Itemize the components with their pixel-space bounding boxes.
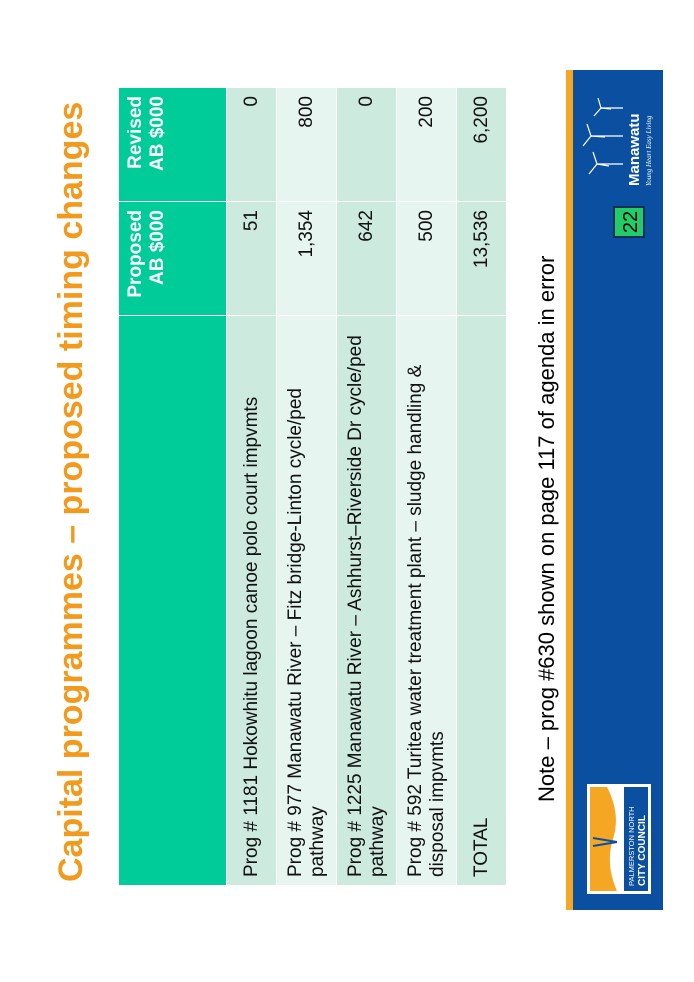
row-description: Prog # 592 Turitea water treatment plant – sludge handling & disposal impvmts bbox=[397, 316, 457, 886]
council-logo bbox=[587, 784, 651, 894]
row-proposed: 642 bbox=[337, 202, 397, 316]
header-proposed: Proposed AB $000 bbox=[119, 202, 227, 316]
row-proposed: 13,536 bbox=[457, 202, 507, 316]
row-proposed: 500 bbox=[397, 202, 457, 316]
brand-tagline: Young Heart Easy Living bbox=[645, 115, 653, 186]
council-logo-line1: PALMERSTON NORTH bbox=[627, 806, 636, 886]
table-row bbox=[397, 88, 457, 886]
manawatu-brand-logo bbox=[579, 76, 659, 194]
row-revised: 200 bbox=[397, 88, 457, 202]
header-revised: Revised AB $000 bbox=[119, 88, 227, 202]
row-description: Prog # 1181 Hokowhitu lagoon canoe polo court impvmts bbox=[227, 316, 277, 886]
table-row bbox=[227, 88, 277, 886]
row-revised: 6,200 bbox=[457, 88, 507, 202]
agenda-note: Note – prog #630 shown on page 117 of agenda in error bbox=[534, 255, 559, 802]
table-row bbox=[277, 88, 337, 886]
row-revised: 0 bbox=[337, 88, 397, 202]
table-row-total bbox=[457, 88, 507, 886]
row-revised: 0 bbox=[227, 88, 277, 202]
row-proposed: 1,354 bbox=[277, 202, 337, 316]
row-description: Prog # 977 Manawatu River – Fitz bridge-Linton cycle/ped pathway bbox=[277, 316, 337, 886]
capital-programmes-table bbox=[118, 87, 507, 886]
header-description bbox=[119, 316, 227, 886]
footer-accent-line bbox=[566, 70, 573, 910]
brand-name: Manawatu bbox=[626, 113, 643, 186]
page-number: 22 bbox=[613, 206, 645, 238]
council-logo-line2: CITY COUNCIL bbox=[637, 815, 648, 886]
row-revised: 800 bbox=[277, 88, 337, 202]
row-description: Prog # 1225 Manawatu River – Ashhurst–Riverside Dr cycle/ped pathway bbox=[337, 316, 397, 886]
table-row bbox=[337, 88, 397, 886]
wind-turbine-icon bbox=[583, 98, 623, 174]
slide-title: Capital programmes – proposed timing changes bbox=[52, 101, 90, 882]
row-proposed: 51 bbox=[227, 202, 277, 316]
footer-bar bbox=[573, 70, 663, 910]
row-description: TOTAL bbox=[457, 316, 507, 886]
